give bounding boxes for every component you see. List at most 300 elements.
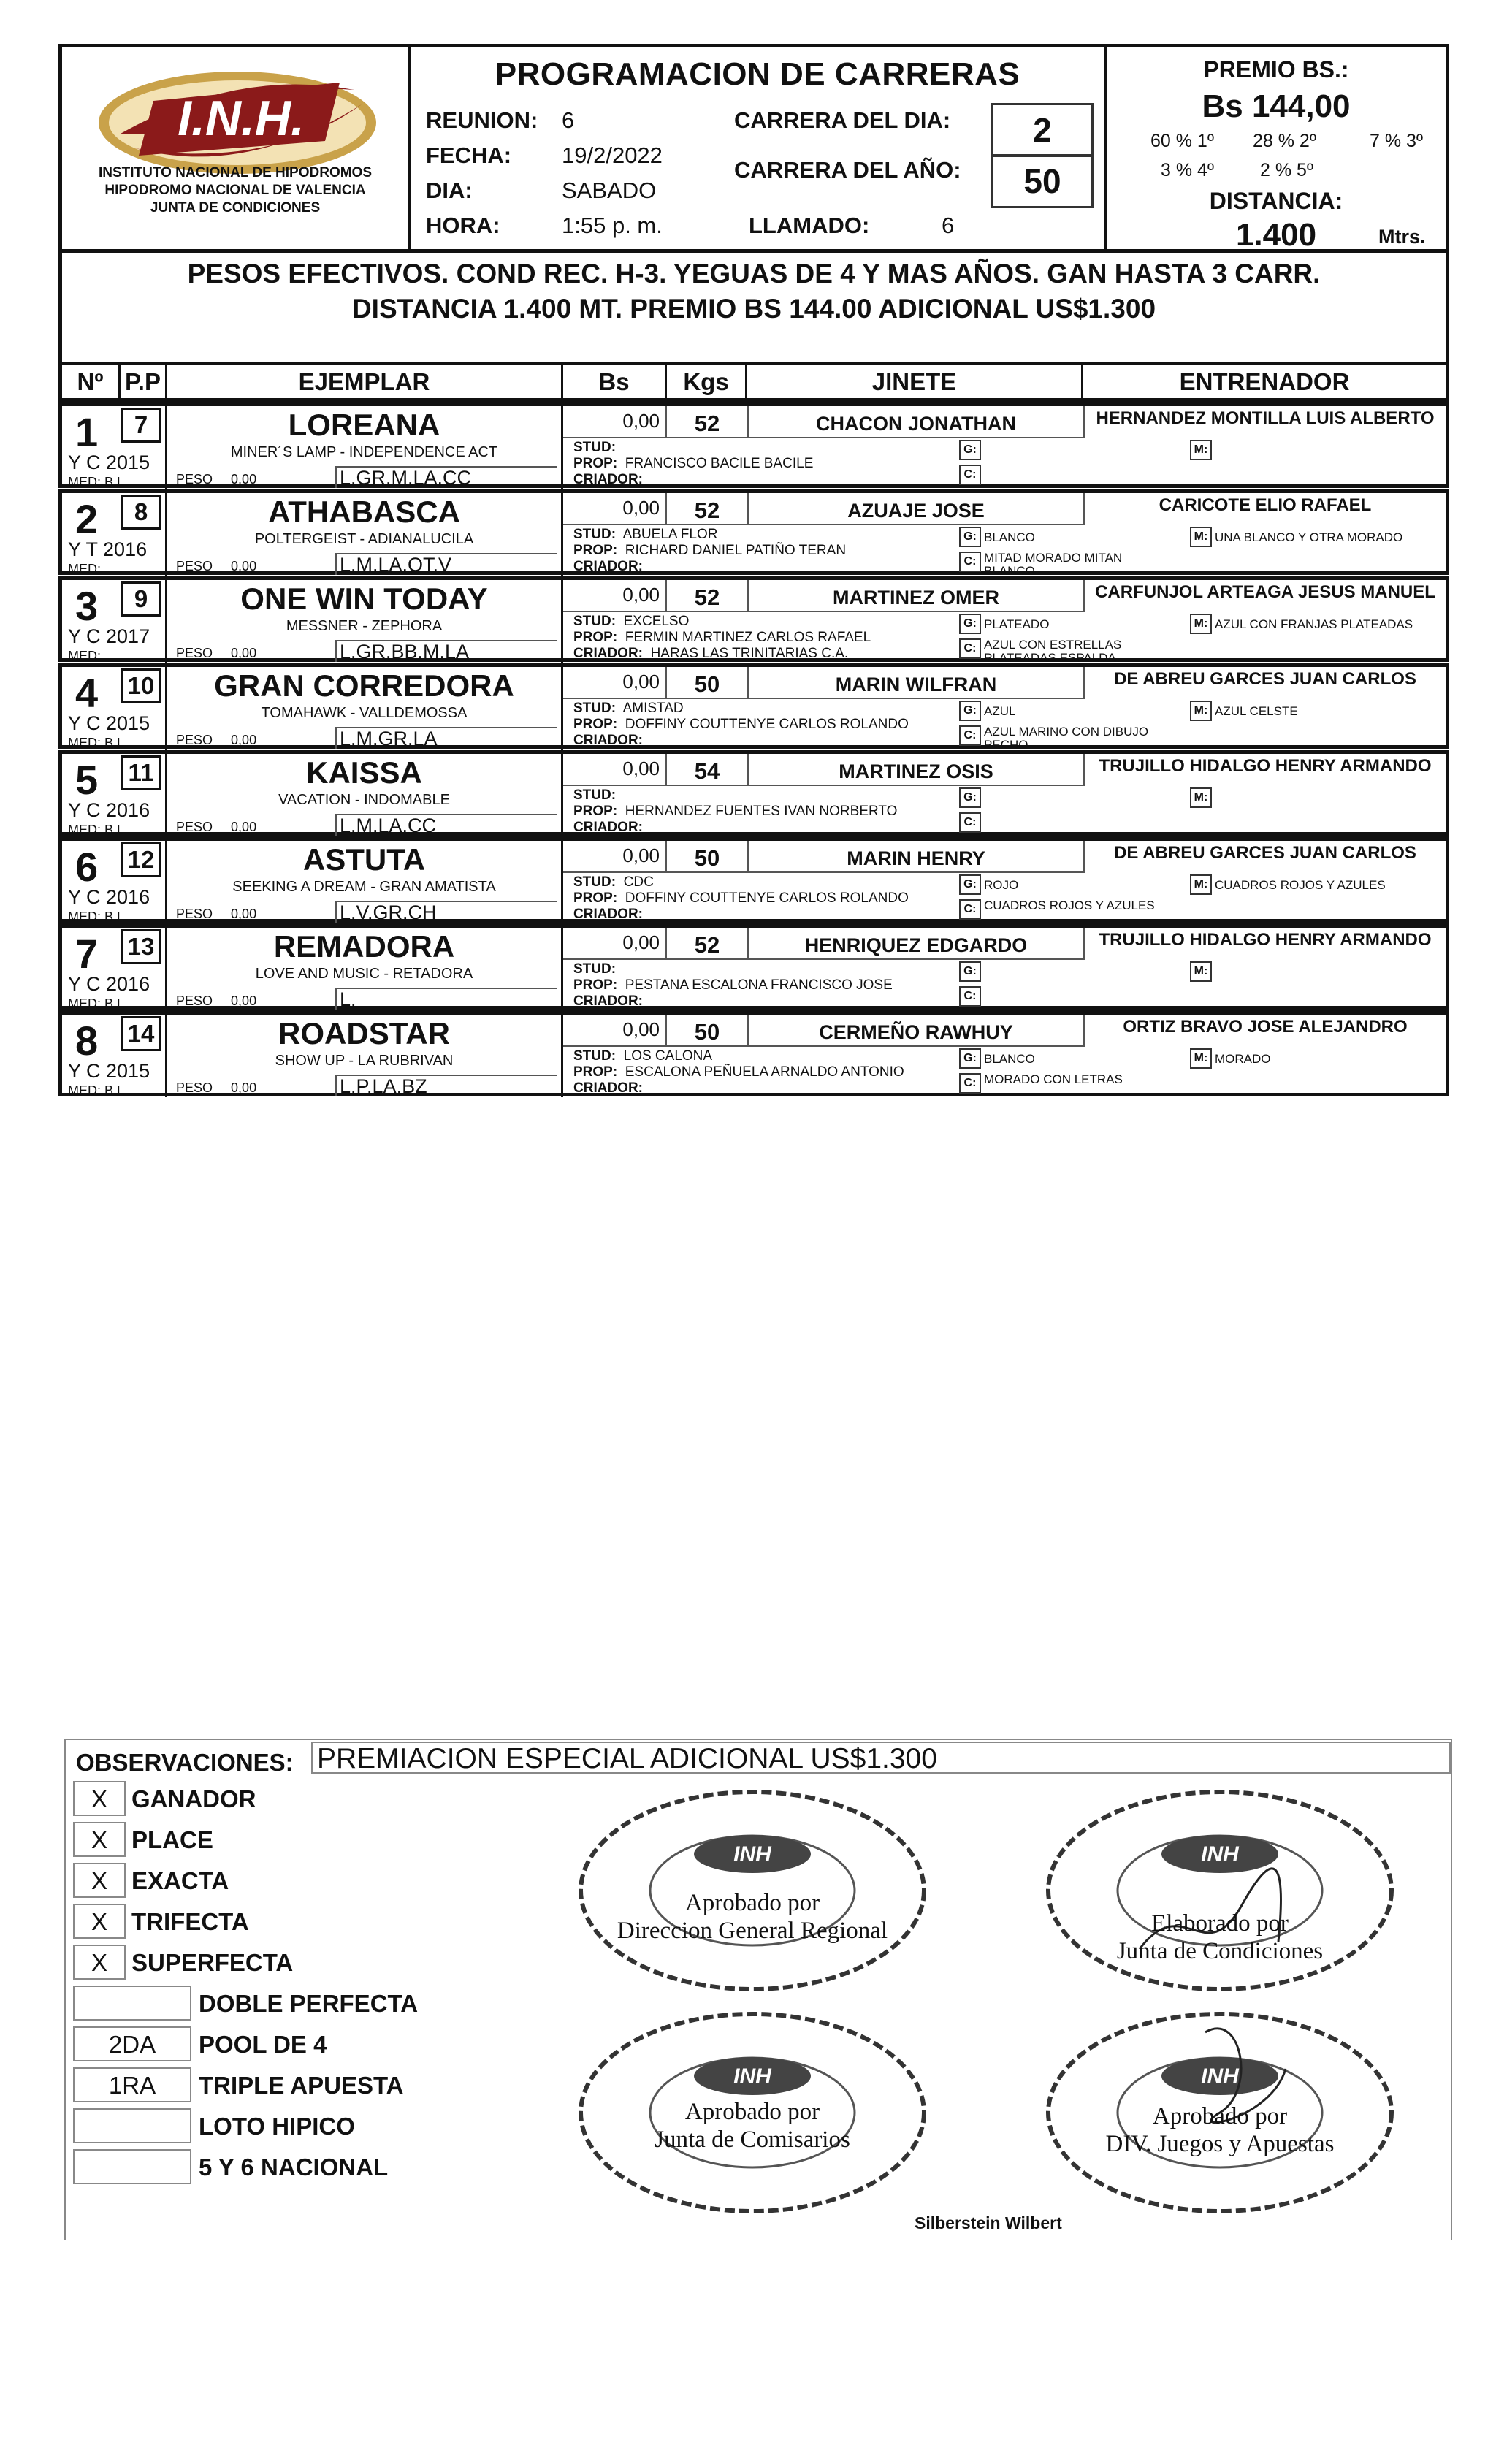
stud-label: STUD: <box>573 527 617 542</box>
prop-line <box>573 977 893 993</box>
g-value: PLATEADO <box>984 617 1050 631</box>
bet-mark-box <box>73 1986 191 2021</box>
entry-number-cell <box>62 406 167 489</box>
sex-coat-year: Y C 2017 <box>68 625 150 647</box>
stamp-4-line-2: DIV. Juegos y Apuestas <box>1105 2131 1335 2157</box>
stamp-direccion <box>541 1781 964 2000</box>
hora-label: HORA: <box>426 213 500 238</box>
bs-value: 0,00 <box>563 493 667 525</box>
entry-number-cell <box>62 754 167 836</box>
col-no: Nº <box>62 365 121 398</box>
c-tag: C: <box>959 1073 981 1094</box>
table-row <box>58 750 1449 836</box>
jockey-name: HENRIQUEZ EDGARDO <box>747 928 1083 960</box>
m-tag: M: <box>1190 527 1212 547</box>
post-position: 7 <box>121 408 161 443</box>
bet-mark-box <box>73 2108 191 2143</box>
criador-label: CRIADOR: <box>573 820 643 835</box>
logo-cell <box>62 47 411 249</box>
c-tag: C: <box>959 552 981 572</box>
peso-info <box>176 559 256 574</box>
prop-line <box>573 804 897 820</box>
peso-label: PESO <box>176 1080 213 1095</box>
peso-value: 0,00 <box>231 907 257 921</box>
llamado-label: LLAMADO: <box>749 213 870 238</box>
c-tag: C: <box>959 812 981 833</box>
stud-value: EXCELSO <box>623 614 690 629</box>
observations-section <box>64 1739 1452 2240</box>
post-position: 14 <box>121 1016 161 1051</box>
jockey-name: MARTINEZ OSIS <box>747 754 1083 786</box>
peso-value: 0,00 <box>231 472 257 487</box>
criador-value: HARAS LAS TRINITARIAS C.A. <box>650 646 849 661</box>
trainer-name: HERNANDEZ MONTILLA LUIS ALBERTO <box>1083 406 1446 438</box>
criador-line <box>573 907 646 923</box>
col-kgs: Kgs <box>667 365 747 398</box>
criador-line <box>573 559 646 575</box>
medication: MED: B.L <box>68 736 125 750</box>
c-value: AZUL MARINO CON DIBUJO PECHO <box>984 725 1149 752</box>
criador-label: CRIADOR: <box>573 1080 643 1096</box>
horse-name: ASTUTA <box>302 842 426 877</box>
horse-pedigree: SEEKING A DREAM - GRAN AMATISTA <box>232 879 496 895</box>
post-position: 10 <box>121 668 161 703</box>
observations-value: PREMIACION ESPECIAL ADICIONAL US$1.300 <box>311 1742 1451 1774</box>
g-tag: G: <box>959 527 981 547</box>
stud-line <box>573 614 689 630</box>
col-bs: Bs <box>563 365 667 398</box>
criador-label: CRIADOR: <box>573 646 643 661</box>
m-tag: M: <box>1190 440 1212 460</box>
g-value: BLANCO <box>984 530 1035 544</box>
m-tag: M: <box>1190 961 1212 982</box>
bet-type-label: EXACTA <box>131 1867 229 1894</box>
stud-label: STUD: <box>573 701 617 716</box>
post-position: 8 <box>121 495 161 530</box>
c-value: AZUL CON ESTRELLAS PLATEADAS ESPALDA <box>984 638 1122 665</box>
equipment-code: L.M.GR.LA <box>335 727 557 749</box>
bet-mark-box: X <box>73 1863 126 1898</box>
prop-value: ESCALONA PEÑUELA ARNALDO ANTONIO <box>625 1064 904 1080</box>
bet-mark-box: X <box>73 1904 126 1939</box>
criador-line <box>573 733 646 749</box>
stud-line <box>573 527 717 543</box>
jockey-name: MARTINEZ OMER <box>747 580 1083 612</box>
bet-mark-box: 2DA <box>73 2026 191 2061</box>
peso-value: 0,00 <box>231 993 257 1008</box>
m-tag: M: <box>1190 787 1212 808</box>
carrera-dia-value: 2 <box>991 103 1094 157</box>
stud-label: STUD: <box>573 1048 617 1064</box>
trainer-name: CARFUNJOL ARTEAGA JESUS MANUEL <box>1083 580 1446 612</box>
table-row <box>58 1010 1449 1096</box>
entry-number: 1 <box>75 409 99 455</box>
m-tag: M: <box>1190 614 1212 634</box>
equipment-code: L.M.LA.OT.V <box>335 553 557 575</box>
horse-name: REMADORA <box>273 929 455 964</box>
horse-cell <box>167 1015 563 1097</box>
trainer-name: DE ABREU GARCES JUAN CARLOS <box>1083 667 1446 699</box>
conditions-line-2: DISTANCIA 1.400 MT. PREMIO BS 144.00 ADICIONAL US$1.300 <box>351 294 1156 324</box>
criador-label: CRIADOR: <box>573 993 643 1009</box>
reunion-label: REUNION: <box>426 107 538 133</box>
m-value: MORADO <box>1215 1052 1271 1066</box>
prop-value: FRANCISCO BACILE BACILE <box>625 456 814 471</box>
fecha-value: 19/2/2022 <box>562 142 663 168</box>
equipment-code: L. <box>335 988 557 1010</box>
stamp-3-line-2: Junta de Comisarios <box>654 2127 850 2153</box>
stud-line <box>573 961 619 977</box>
pct-first: 60 % 1º <box>1150 131 1214 151</box>
carrera-dia-label: CARRERA DEL DIA: <box>734 107 951 133</box>
sex-coat-year: Y C 2016 <box>68 886 150 908</box>
bet-type-label: DOBLE PERFECTA <box>199 1990 419 2017</box>
entry-number: 4 <box>75 670 99 716</box>
peso-label: PESO <box>176 733 213 747</box>
bs-value: 0,00 <box>563 754 667 786</box>
peso-value: 0,00 <box>231 733 257 747</box>
medication: MED: B.L <box>68 475 125 489</box>
hora-value: 1:55 p. m. <box>562 213 663 238</box>
stud-label: STUD: <box>573 961 617 977</box>
stamp-1-line-2: Direccion General Regional <box>617 1918 888 1944</box>
horse-cell <box>167 580 563 663</box>
premio-amount: Bs 144,00 <box>1202 88 1351 124</box>
horse-cell <box>167 754 563 836</box>
peso-info <box>176 907 256 922</box>
horse-cell <box>167 406 563 489</box>
col-pp: P.P <box>121 365 167 398</box>
g-tag: G: <box>959 787 981 808</box>
distancia-unit: Mtrs. <box>1378 226 1426 248</box>
stamp-1-line-1: Aprobado por <box>684 1890 820 1916</box>
peso-label: PESO <box>176 820 213 834</box>
stud-line <box>573 701 684 717</box>
prop-line <box>573 456 813 472</box>
stud-label: STUD: <box>573 787 617 803</box>
horse-name: ROADSTAR <box>278 1016 450 1050</box>
kgs-value: 52 <box>667 580 747 612</box>
jockey-name: CHACON JONATHAN <box>747 406 1083 438</box>
g-value: ROJO <box>984 878 1019 892</box>
criador-label: CRIADOR: <box>573 907 643 922</box>
entry-number-cell <box>62 493 167 576</box>
program-cell <box>411 47 1107 249</box>
sex-coat-year: Y C 2016 <box>68 973 150 995</box>
kgs-value: 52 <box>667 406 747 438</box>
stamp-junta-condiciones <box>1008 1781 1432 2000</box>
prop-label: PROP: <box>573 804 618 819</box>
pct-third: 7 % 3º <box>1370 131 1424 151</box>
entry-number-cell <box>62 667 167 750</box>
peso-label: PESO <box>176 907 213 921</box>
g-tag: G: <box>959 874 981 895</box>
entry-number: 2 <box>75 496 99 542</box>
criador-line <box>573 646 848 662</box>
col-jinete: JINETE <box>747 365 1083 398</box>
equipment-code: L.GR.BB.M.LA <box>335 640 557 662</box>
entry-number: 5 <box>75 757 99 803</box>
peso-info <box>176 646 256 661</box>
table-row <box>58 836 1449 923</box>
horse-name: KAISSA <box>306 755 422 790</box>
horse-name: LOREANA <box>288 408 440 442</box>
sex-coat-year: Y C 2015 <box>68 451 150 473</box>
medication: MED: B.L <box>68 996 125 1011</box>
stud-value: ABUELA FLOR <box>622 527 718 542</box>
prop-label: PROP: <box>573 890 618 906</box>
board-name: JUNTA DE CONDICIONES <box>150 200 321 215</box>
trainer-name: CARICOTE ELIO RAFAEL <box>1083 493 1446 525</box>
race-conditions <box>58 253 1449 365</box>
criador-line <box>573 472 646 488</box>
c-tag: C: <box>959 899 981 920</box>
g-tag: G: <box>959 614 981 634</box>
peso-info <box>176 820 256 835</box>
medication: MED: B.L <box>68 823 125 837</box>
bet-type-label: TRIFECTA <box>131 1908 249 1935</box>
m-tag: M: <box>1190 701 1212 721</box>
peso-info <box>176 993 256 1009</box>
peso-value: 0,00 <box>231 646 257 660</box>
m-value: CUADROS ROJOS Y AZULES <box>1215 878 1386 892</box>
prop-value: HERNANDEZ FUENTES IVAN NORBERTO <box>625 804 898 819</box>
sex-coat-year: Y T 2016 <box>68 538 148 560</box>
g-value: BLANCO <box>984 1052 1035 1066</box>
peso-label: PESO <box>176 472 213 487</box>
prop-line <box>573 543 846 559</box>
kgs-value: 50 <box>667 841 747 873</box>
equipment-code: L.V.GR.CH <box>335 901 557 923</box>
post-position: 13 <box>121 929 161 964</box>
c-value: MITAD MORADO MITAN BLANCO <box>984 551 1123 578</box>
carrera-ano-label: CARRERA DEL AÑO: <box>734 157 961 183</box>
svg-text:INH: INH <box>1201 2064 1239 2089</box>
entry-number-cell <box>62 841 167 923</box>
table-row <box>58 489 1449 578</box>
horse-pedigree: LOVE AND MUSIC - RETADORA <box>255 966 473 982</box>
c-value: CUADROS ROJOS Y AZULES <box>984 899 1155 912</box>
m-value: UNA BLANCO Y OTRA MORADO <box>1215 530 1403 544</box>
kgs-value: 52 <box>667 928 747 960</box>
prop-value: PESTANA ESCALONA FRANCISCO JOSE <box>625 977 893 993</box>
jockey-name: CERMEÑO RAWHUY <box>747 1015 1083 1047</box>
svg-text:INH: INH <box>1201 1842 1239 1866</box>
criador-label: CRIADOR: <box>573 559 643 574</box>
horse-pedigree: POLTERGEIST - ADIANALUCILA <box>254 531 474 547</box>
prop-label: PROP: <box>573 1064 618 1080</box>
bet-type-label: SUPERFECTA <box>131 1949 294 1976</box>
horse-pedigree: SHOW UP - LA RUBRIVAN <box>275 1053 454 1069</box>
col-entrenador: ENTRENADOR <box>1179 368 1350 395</box>
post-position: 9 <box>121 581 161 617</box>
medication: MED: B.L <box>68 1083 125 1098</box>
stud-label: STUD: <box>573 874 617 890</box>
horse-pedigree: MESSNER - ZEPHORA <box>286 618 443 634</box>
reunion-value: 6 <box>562 107 575 133</box>
bet-mark-box: X <box>73 1781 126 1816</box>
horse-pedigree: TOMAHAWK - VALLDEMOSSA <box>261 705 468 721</box>
peso-value: 0,00 <box>231 820 257 834</box>
criador-label: CRIADOR: <box>573 733 643 748</box>
entry-number: 3 <box>75 583 99 629</box>
bet-type-label: TRIPLE APUESTA <box>199 2072 404 2099</box>
criador-line <box>573 993 646 1010</box>
entry-number-cell <box>62 1015 167 1097</box>
stud-label: STUD: <box>573 440 617 455</box>
kgs-value: 54 <box>667 754 747 786</box>
hippodrome-name: HIPODROMO NACIONAL DE VALENCIA <box>104 183 366 198</box>
equipment-code: L.GR.M.LA.CC <box>335 466 557 488</box>
prop-label: PROP: <box>573 630 618 645</box>
premio-label: PREMIO BS.: <box>1203 56 1349 83</box>
bet-type-label: GANADOR <box>131 1785 256 1812</box>
peso-info <box>176 472 256 487</box>
prop-label: PROP: <box>573 456 618 471</box>
peso-label: PESO <box>176 559 213 573</box>
bet-type-label: LOTO HIPICO <box>199 2113 355 2140</box>
trainer-name: TRUJILLO HIDALGO HENRY ARMANDO <box>1083 754 1446 786</box>
post-position: 12 <box>121 842 161 877</box>
jockey-name: MARIN HENRY <box>747 841 1083 873</box>
entry-number: 7 <box>75 931 99 977</box>
prop-label: PROP: <box>573 977 618 993</box>
trainer-name: DE ABREU GARCES JUAN CARLOS <box>1083 841 1446 873</box>
horse-pedigree: VACATION - INDOMABLE <box>278 792 450 808</box>
trainer-name: TRUJILLO HIDALGO HENRY ARMANDO <box>1083 928 1446 960</box>
jockey-name: MARIN WILFRAN <box>747 667 1083 699</box>
table-row <box>58 923 1449 1010</box>
stud-line <box>573 874 654 890</box>
stamp-juegos-apuestas <box>1008 2003 1432 2222</box>
stud-value: LOS CALONA <box>623 1048 713 1064</box>
medication: MED: B.L <box>68 909 125 924</box>
g-tag: G: <box>959 701 981 721</box>
dia-label: DIA: <box>426 178 473 203</box>
peso-value: 0,00 <box>231 1080 257 1095</box>
stamp-3-line-1: Aprobado por <box>684 2099 820 2125</box>
horse-cell <box>167 493 563 576</box>
g-tag: G: <box>959 961 981 982</box>
observations-label: OBSERVACIONES: <box>76 1749 294 1776</box>
stud-label: STUD: <box>573 614 617 629</box>
horse-cell <box>167 841 563 923</box>
stud-value: CDC <box>623 874 654 890</box>
bs-value: 0,00 <box>563 580 667 612</box>
horse-name: GRAN CORREDORA <box>214 668 514 703</box>
llamado-value: 6 <box>942 213 955 238</box>
horse-name: ATHABASCA <box>268 495 460 529</box>
m-tag: M: <box>1190 1048 1212 1069</box>
bet-type-label: POOL DE 4 <box>199 2031 327 2058</box>
kgs-value: 52 <box>667 493 747 525</box>
kgs-value: 50 <box>667 667 747 699</box>
pct-second: 28 % 2º <box>1253 131 1316 151</box>
bet-type-label: 5 Y 6 NACIONAL <box>199 2154 389 2181</box>
prop-value: FERMIN MARTINEZ CARLOS RAFAEL <box>625 630 871 645</box>
bet-mark-box: X <box>73 1945 126 1980</box>
dia-value: SABADO <box>562 178 657 203</box>
pct-fifth: 2 % 5º <box>1260 160 1314 180</box>
bs-value: 0,00 <box>563 406 667 438</box>
prop-value: RICHARD DANIEL PATIÑO TERAN <box>625 543 847 558</box>
prop-line <box>573 1064 904 1080</box>
prop-label: PROP: <box>573 717 618 732</box>
horse-cell <box>167 667 563 750</box>
g-tag: G: <box>959 440 981 460</box>
g-value: AZUL <box>984 704 1016 718</box>
jockey-name: AZUAJE JOSE <box>747 493 1083 525</box>
carrera-ano-value: 50 <box>991 154 1094 208</box>
equipment-code: L.M.LA.CC <box>335 814 557 836</box>
signature-name: Silberstein Wilbert <box>915 2213 1062 2232</box>
bs-value: 0,00 <box>563 1015 667 1047</box>
m-value: AZUL CON FRANJAS PLATEADAS <box>1215 617 1413 631</box>
peso-info <box>176 1080 256 1096</box>
prop-value: DOFFINY COUTTENYE CARLOS ROLANDO <box>625 717 909 732</box>
entry-number: 8 <box>75 1018 99 1064</box>
c-tag: C: <box>959 986 981 1007</box>
sex-coat-year: Y C 2016 <box>68 799 150 821</box>
peso-label: PESO <box>176 993 213 1008</box>
stamp-seal-icon <box>1037 1781 1402 2000</box>
table-row <box>58 402 1449 488</box>
col-ejemplar: EJEMPLAR <box>167 365 563 398</box>
m-value: AZUL CELSTE <box>1215 704 1298 718</box>
prop-line <box>573 890 909 907</box>
stamp-comisarios <box>541 2003 964 2222</box>
g-tag: G: <box>959 1048 981 1069</box>
stud-line <box>573 440 619 456</box>
stud-line <box>573 787 619 804</box>
svg-text:INH: INH <box>733 1842 771 1866</box>
medication: MED: <box>68 562 101 576</box>
svg-text:INH: INH <box>733 2064 771 2089</box>
bet-mark-box <box>73 2149 191 2184</box>
kgs-value: 50 <box>667 1015 747 1047</box>
criador-line <box>573 820 646 836</box>
bs-value: 0,00 <box>563 667 667 699</box>
entry-number: 6 <box>75 844 99 890</box>
horse-cell <box>167 928 563 1010</box>
bs-value: 0,00 <box>563 928 667 960</box>
peso-value: 0,00 <box>231 559 257 573</box>
bet-type-label: PLACE <box>131 1826 213 1853</box>
stud-line <box>573 1048 712 1064</box>
bet-mark-box: X <box>73 1822 126 1857</box>
prop-label: PROP: <box>573 543 618 558</box>
logo-text: I.N.H. <box>178 91 305 146</box>
table-row <box>58 576 1449 665</box>
peso-label: PESO <box>176 646 213 660</box>
stud-value: AMISTAD <box>622 701 684 716</box>
m-tag: M: <box>1190 874 1212 895</box>
medication: MED: <box>68 649 101 663</box>
institution-name: INSTITUTO NACIONAL DE HIPODROMOS <box>98 165 373 180</box>
c-tag: C: <box>959 638 981 659</box>
fecha-label: FECHA: <box>426 142 512 168</box>
sex-coat-year: Y C 2015 <box>68 712 150 734</box>
horse-name: ONE WIN TODAY <box>240 581 488 616</box>
stamp-2-line-2: Junta de Condiciones <box>1116 1938 1324 1964</box>
bs-value: 0,00 <box>563 841 667 873</box>
prop-line <box>573 717 909 733</box>
table-row <box>58 663 1449 752</box>
prop-value: DOFFINY COUTTENYE CARLOS ROLANDO <box>625 890 909 906</box>
race-header <box>58 44 1449 253</box>
c-tag: C: <box>959 465 981 485</box>
trainer-name: ORTIZ BRAVO JOSE ALEJANDRO <box>1083 1015 1446 1047</box>
